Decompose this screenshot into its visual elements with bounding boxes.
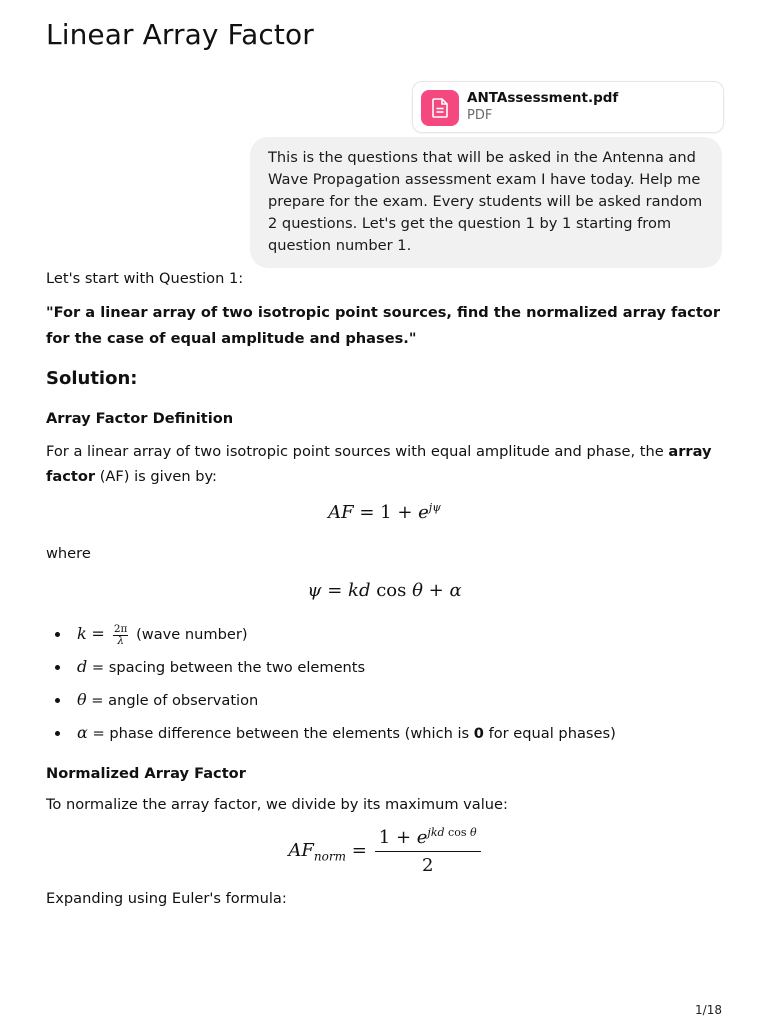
array-factor-paragraph (46, 439, 723, 489)
attachment-card[interactable] (412, 81, 724, 133)
page-number: 1/18 (695, 1003, 722, 1017)
paragraph-text: For a linear array of two isotropic point sources with equal amplitude and phase, the (46, 443, 669, 460)
fraction: $\frac{2\pi}{\lambda}$ (113, 622, 128, 647)
attachment-filename: ANTAssessment.pdf (467, 90, 619, 106)
paragraph-text: (AF) is given by: (95, 468, 217, 485)
equation-psi: ψ = kd cos θ + α (307, 580, 462, 601)
user-message-bubble: This is the questions that will be asked in the Antenna and Wave Propagation assessment exam I have today. Help me prepare for the exam. Every students will be asked random 2 questions. Let's get the question 1 by 1 starting from question number 1. (250, 137, 722, 268)
variable-definitions-list (46, 621, 723, 753)
equation-af-norm: $AF_{norm}$ = $\frac{1 + e^{jkd cos \theta}}{2}$ (46, 826, 723, 876)
normalize-paragraph: To normalize the array factor, we divide by its maximum value: (46, 796, 508, 813)
section-heading-array-factor: Array Factor Definition (46, 410, 234, 427)
equation-af: AF = $1 + e^{j\psi}$ (328, 501, 441, 523)
expanding-text: Expanding using Euler's formula: (46, 890, 287, 907)
section-heading-normalized: Normalized Array Factor (46, 765, 246, 782)
attachment-type: PDF (467, 108, 493, 123)
intro-text: Let's start with Question 1: (46, 270, 244, 287)
list-item: α = phase difference between the elements (which is 0 for equal phases) (46, 720, 723, 753)
list-item: k = $\frac{2\pi}{\lambda}$ (wave number) (46, 621, 723, 654)
list-item: θ = angle of observation (46, 687, 723, 720)
paragraph-bold-text: array factor (46, 443, 712, 485)
where-text: where (46, 545, 91, 562)
solution-heading: Solution: (46, 368, 138, 389)
question-text: "For a linear array of two isotropic point sources, find the normalized array factor for the case of equal amplitude and phases." (46, 304, 721, 347)
page-title: Linear Array Factor (46, 18, 314, 51)
list-item: d = spacing between the two elements (46, 654, 723, 687)
document-icon (421, 90, 459, 126)
